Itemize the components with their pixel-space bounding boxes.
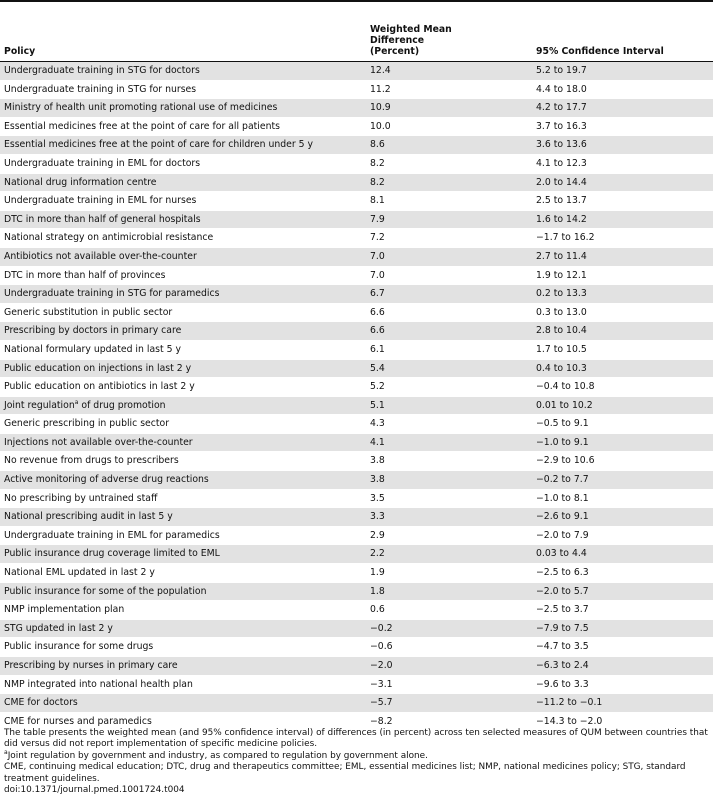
policy-text: Antibiotics not available over-the-counter: [4, 250, 197, 262]
cell-weighted-mean-difference: 6.6: [366, 303, 532, 322]
cell-confidence-interval: −4.7 to 3.5: [532, 638, 713, 657]
header-wmd-line1: Weighted Mean: [370, 24, 452, 35]
cell-confidence-interval: −2.9 to 10.6: [532, 452, 713, 471]
policy-text: National drug information centre: [4, 176, 157, 188]
policy-text: NMP implementation plan: [4, 604, 125, 616]
cell-confidence-interval: 1.6 to 14.2: [532, 210, 713, 229]
cell-weighted-mean-difference: 10.9: [366, 99, 532, 118]
table-row: [0, 378, 713, 397]
policy-text: Public insurance for some of the population: [4, 585, 207, 597]
cell-policy: [0, 136, 366, 155]
cell-weighted-mean-difference: 10.0: [366, 117, 532, 136]
table-row: [0, 675, 713, 694]
table-row: [0, 117, 713, 136]
cell-confidence-interval: −0.4 to 10.8: [532, 378, 713, 397]
cell-policy: [0, 117, 366, 136]
cell-policy: [0, 657, 366, 676]
cell-policy: [0, 192, 366, 211]
cell-policy: [0, 229, 366, 248]
policy-text: NMP integrated into national health plan: [4, 678, 193, 690]
cell-weighted-mean-difference: 5.1: [366, 396, 532, 415]
table-row: [0, 396, 713, 415]
footnote-a: [4, 748, 709, 762]
cell-weighted-mean-difference: 5.4: [366, 359, 532, 378]
cell-confidence-interval: −6.3 to 2.4: [532, 657, 713, 676]
header-weighted-mean-difference: [366, 22, 532, 62]
cell-weighted-mean-difference: 7.0: [366, 247, 532, 266]
cell-weighted-mean-difference: 8.1: [366, 192, 532, 211]
cell-weighted-mean-difference: −3.1: [366, 675, 532, 694]
cell-weighted-mean-difference: 7.9: [366, 210, 532, 229]
cell-weighted-mean-difference: 4.3: [366, 415, 532, 434]
cell-weighted-mean-difference: 3.3: [366, 508, 532, 527]
table-row: [0, 154, 713, 173]
cell-confidence-interval: −1.0 to 9.1: [532, 433, 713, 452]
policy-footnote-marker: a: [74, 398, 79, 406]
policy-text: Injections not available over-the-counter: [4, 436, 193, 448]
policy-text: National strategy on antimicrobial resistance: [4, 232, 214, 244]
cell-policy: [0, 322, 366, 341]
footnote-abbreviations: CME, continuing medical education; DTC, drug and therapeutics committee; EML, essential medicines list; NMP, national medicines policy; STG, standard treatment guidelines.: [4, 762, 686, 784]
table-row: [0, 340, 713, 359]
table-footnotes: [4, 728, 709, 796]
cell-confidence-interval: 0.01 to 10.2: [532, 396, 713, 415]
cell-confidence-interval: −1.7 to 16.2: [532, 229, 713, 248]
cell-confidence-interval: −2.5 to 3.7: [532, 601, 713, 620]
table-row: [0, 638, 713, 657]
policy-table: [0, 22, 713, 731]
footnote-summary: The table presents the weighted mean (and 95% confidence interval) of differences (in percent) across ten selected measures of QUM between countries that did versus did not report implementation of specific medicine policies.: [4, 728, 708, 750]
cell-weighted-mean-difference: −0.2: [366, 619, 532, 638]
table-row: [0, 564, 713, 583]
cell-weighted-mean-difference: 2.2: [366, 545, 532, 564]
cell-weighted-mean-difference: −2.0: [366, 657, 532, 676]
table-body: [0, 62, 713, 731]
cell-confidence-interval: 2.5 to 13.7: [532, 192, 713, 211]
table-row: [0, 359, 713, 378]
policy-text: Public insurance for some drugs: [4, 641, 154, 653]
footnote-a-marker: a: [4, 748, 8, 756]
cell-confidence-interval: 2.0 to 14.4: [532, 173, 713, 192]
policy-text: No prescribing by untrained staff: [4, 492, 158, 504]
policy-text: National EML updated in last 2 y: [4, 567, 155, 579]
cell-policy: [0, 173, 366, 192]
policy-text: Prescribing by nurses in primary care: [4, 660, 178, 671]
table-row: [0, 210, 713, 229]
cell-policy: [0, 154, 366, 173]
cell-confidence-interval: 3.7 to 16.3: [532, 117, 713, 136]
cell-weighted-mean-difference: 6.1: [366, 340, 532, 359]
table-row: [0, 471, 713, 490]
top-rule: [0, 0, 713, 2]
policy-text: STG updated in last 2 y: [4, 622, 113, 634]
table-row: [0, 526, 713, 545]
cell-policy: [0, 489, 366, 508]
cell-policy: [0, 564, 366, 583]
cell-confidence-interval: 0.3 to 13.0: [532, 303, 713, 322]
cell-confidence-interval: −2.6 to 9.1: [532, 508, 713, 527]
cell-confidence-interval: −14.3 to −2.0: [532, 712, 713, 731]
table-row: [0, 303, 713, 322]
table-row: [0, 266, 713, 285]
policy-text: National prescribing audit in last 5 y: [4, 511, 173, 523]
cell-policy: [0, 619, 366, 638]
cell-weighted-mean-difference: −8.2: [366, 712, 532, 731]
cell-policy: [0, 471, 366, 490]
cell-weighted-mean-difference: 2.9: [366, 526, 532, 545]
cell-weighted-mean-difference: 7.2: [366, 229, 532, 248]
cell-weighted-mean-difference: 8.6: [366, 136, 532, 155]
policy-text: Generic substitution in public sector: [4, 306, 173, 318]
policy-text: CME for nurses and paramedics: [4, 715, 152, 727]
table-row: [0, 508, 713, 527]
policy-text: DTC in more than half of provinces: [4, 269, 166, 281]
table-row: [0, 192, 713, 211]
table-row: [0, 173, 713, 192]
cell-weighted-mean-difference: 3.5: [366, 489, 532, 508]
cell-policy: [0, 545, 366, 564]
policy-text: Undergraduate training in EML for paramedics: [4, 529, 220, 541]
policy-text: Active monitoring of adverse drug reactions: [4, 474, 209, 486]
table-row: [0, 694, 713, 713]
policy-text: Undergraduate training in STG for doctors: [4, 65, 200, 76]
header-policy: Policy: [0, 22, 366, 62]
cell-weighted-mean-difference: 6.7: [366, 285, 532, 304]
cell-policy: [0, 62, 366, 81]
cell-confidence-interval: 1.7 to 10.5: [532, 340, 713, 359]
table-row: [0, 452, 713, 471]
policy-text: Essential medicines free at the point of care for all patients: [4, 120, 280, 132]
cell-weighted-mean-difference: 3.8: [366, 452, 532, 471]
cell-confidence-interval: −0.2 to 7.7: [532, 471, 713, 490]
table-row: [0, 80, 713, 99]
policy-text: Joint regulation: [4, 399, 75, 411]
cell-policy: [0, 526, 366, 545]
cell-confidence-interval: −2.5 to 6.3: [532, 564, 713, 583]
cell-weighted-mean-difference: 1.9: [366, 564, 532, 583]
table-row: [0, 619, 713, 638]
table-row: [0, 229, 713, 248]
cell-weighted-mean-difference: 3.8: [366, 471, 532, 490]
cell-confidence-interval: 5.2 to 19.7: [532, 62, 713, 81]
cell-policy: [0, 247, 366, 266]
policy-text: National formulary updated in last 5 y: [4, 343, 181, 355]
cell-policy: [0, 99, 366, 118]
cell-confidence-interval: 2.7 to 11.4: [532, 247, 713, 266]
cell-confidence-interval: 0.2 to 13.3: [532, 285, 713, 304]
cell-policy: [0, 210, 366, 229]
policy-text: Undergraduate training in STG for paramedics: [4, 288, 220, 300]
cell-confidence-interval: −9.6 to 3.3: [532, 675, 713, 694]
cell-weighted-mean-difference: 11.2: [366, 80, 532, 99]
policy-text: Prescribing by doctors in primary care: [4, 325, 182, 337]
cell-policy: [0, 582, 366, 601]
policy-text-suffix: of drug promotion: [78, 399, 166, 411]
cell-policy: [0, 508, 366, 527]
cell-weighted-mean-difference: 5.2: [366, 378, 532, 397]
table-row: [0, 247, 713, 266]
cell-weighted-mean-difference: −5.7: [366, 694, 532, 713]
cell-confidence-interval: 4.2 to 17.7: [532, 99, 713, 118]
cell-policy: [0, 285, 366, 304]
policy-text: Essential medicines free at the point of care for children under 5 y: [4, 139, 314, 151]
cell-policy: [0, 80, 366, 99]
table-row: [0, 99, 713, 118]
header-confidence-interval: 95% Confidence Interval: [532, 22, 713, 62]
footnote-doi: doi:10.1371/journal.pmed.1001724.t004: [4, 785, 185, 796]
cell-policy: [0, 340, 366, 359]
table-row: [0, 545, 713, 564]
header-wmd-line3: (Percent): [370, 46, 420, 57]
cell-weighted-mean-difference: 1.8: [366, 582, 532, 601]
table-row: [0, 136, 713, 155]
table-row: [0, 657, 713, 676]
cell-policy: [0, 452, 366, 471]
cell-policy: [0, 396, 366, 415]
policy-text: Undergraduate training in STG for nurses: [4, 83, 197, 95]
cell-confidence-interval: −7.9 to 7.5: [532, 619, 713, 638]
cell-policy: [0, 601, 366, 620]
table-row: [0, 415, 713, 434]
policy-text: Undergraduate training in EML for doctors: [4, 157, 201, 169]
cell-confidence-interval: 1.9 to 12.1: [532, 266, 713, 285]
cell-confidence-interval: 4.1 to 12.3: [532, 154, 713, 173]
footnote-a-text: Joint regulation by government and industry, as compared to regulation by government alone.: [7, 750, 428, 761]
policy-text: Generic prescribing in public sector: [4, 418, 170, 430]
cell-policy: [0, 266, 366, 285]
header-wmd-line2: Difference: [370, 35, 425, 46]
cell-policy: [0, 433, 366, 452]
cell-weighted-mean-difference: 4.1: [366, 433, 532, 452]
cell-confidence-interval: −2.0 to 5.7: [532, 582, 713, 601]
cell-confidence-interval: −2.0 to 7.9: [532, 526, 713, 545]
table-row: [0, 601, 713, 620]
table-header: [0, 22, 713, 62]
table-row: [0, 489, 713, 508]
table-row: [0, 433, 713, 452]
policy-text: DTC in more than half of general hospitals: [4, 213, 201, 225]
cell-weighted-mean-difference: 8.2: [366, 173, 532, 192]
cell-weighted-mean-difference: 6.6: [366, 322, 532, 341]
table-row: [0, 582, 713, 601]
table-row: [0, 322, 713, 341]
cell-policy: [0, 694, 366, 713]
cell-confidence-interval: −11.2 to −0.1: [532, 694, 713, 713]
cell-policy: [0, 415, 366, 434]
cell-weighted-mean-difference: 12.4: [366, 62, 532, 81]
cell-policy: [0, 359, 366, 378]
cell-confidence-interval: −1.0 to 8.1: [532, 489, 713, 508]
cell-confidence-interval: 2.8 to 10.4: [532, 322, 713, 341]
cell-policy: [0, 303, 366, 322]
table-row: [0, 62, 713, 81]
cell-weighted-mean-difference: −0.6: [366, 638, 532, 657]
cell-confidence-interval: 0.4 to 10.3: [532, 359, 713, 378]
policy-text: CME for doctors: [4, 697, 78, 709]
policy-text: Public insurance drug coverage limited to EML: [4, 548, 220, 560]
cell-weighted-mean-difference: 8.2: [366, 154, 532, 173]
table-row: [0, 285, 713, 304]
policy-text: Public education on injections in last 2 y: [4, 362, 192, 374]
cell-weighted-mean-difference: 0.6: [366, 601, 532, 620]
cell-confidence-interval: −0.5 to 9.1: [532, 415, 713, 434]
cell-policy: [0, 675, 366, 694]
policy-text: Ministry of health unit promoting rational use of medicines: [4, 102, 278, 114]
cell-weighted-mean-difference: 7.0: [366, 266, 532, 285]
cell-policy: [0, 638, 366, 657]
cell-confidence-interval: 3.6 to 13.6: [532, 136, 713, 155]
policy-text: Public education on antibiotics in last 2 y: [4, 381, 195, 393]
policy-text: Undergraduate training in EML for nurses: [4, 195, 197, 207]
cell-policy: [0, 378, 366, 397]
policy-text: No revenue from drugs to prescribers: [4, 455, 179, 467]
cell-confidence-interval: 4.4 to 18.0: [532, 80, 713, 99]
cell-confidence-interval: 0.03 to 4.4: [532, 545, 713, 564]
